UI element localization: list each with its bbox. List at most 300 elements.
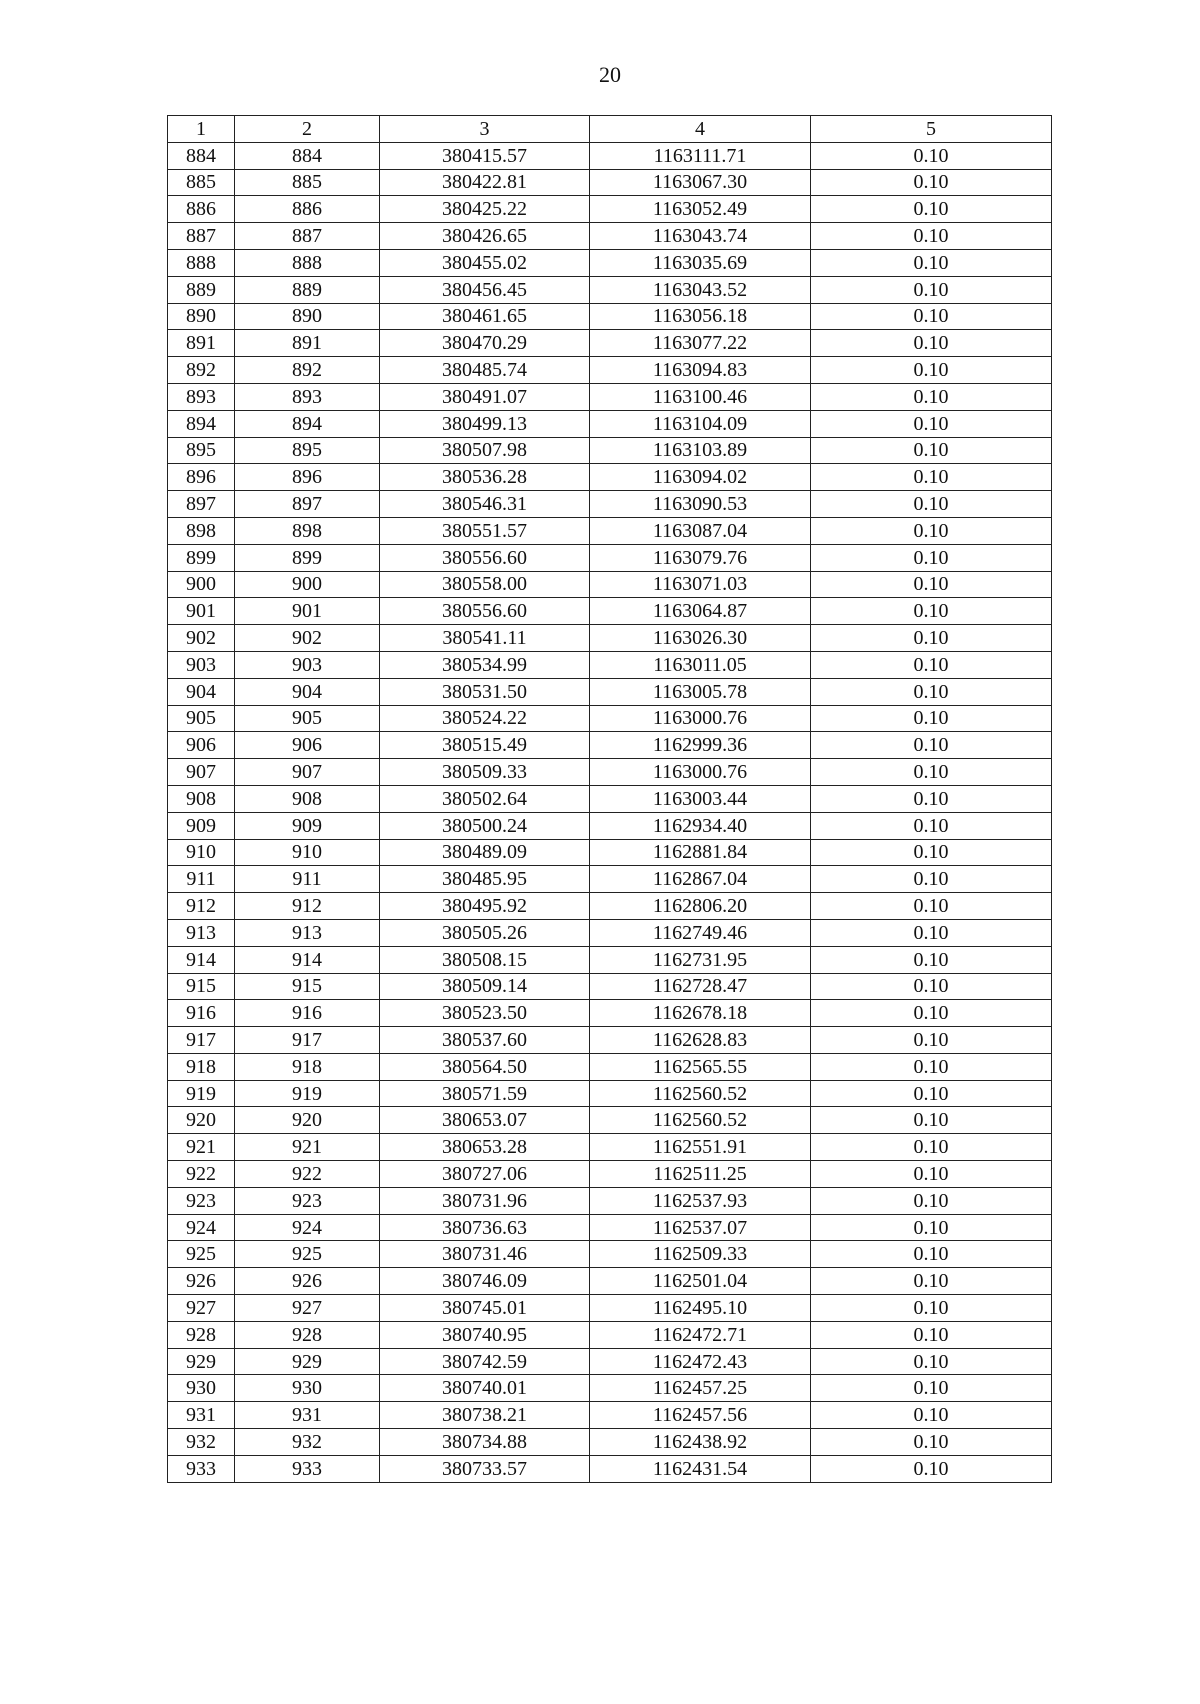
table-cell: 380499.13	[380, 410, 590, 437]
table-cell: 928	[168, 1321, 235, 1348]
table-cell: 1162565.55	[590, 1053, 811, 1080]
table-cell: 925	[168, 1241, 235, 1268]
table-cell: 0.10	[811, 196, 1052, 223]
table-cell: 380426.65	[380, 223, 590, 250]
table-cell: 913	[235, 919, 380, 946]
table-cell: 906	[168, 732, 235, 759]
table-cell: 1162806.20	[590, 893, 811, 920]
table-cell: 1163005.78	[590, 678, 811, 705]
table-row	[168, 544, 1052, 571]
table-cell: 1163100.46	[590, 383, 811, 410]
table-cell: 926	[168, 1268, 235, 1295]
table-cell: 380523.50	[380, 1000, 590, 1027]
table-row	[168, 142, 1052, 169]
table-row	[168, 973, 1052, 1000]
table-cell: 1162560.52	[590, 1080, 811, 1107]
column-header: 4	[590, 116, 811, 143]
table-cell: 1162999.36	[590, 732, 811, 759]
table-cell: 930	[235, 1375, 380, 1402]
table-row	[168, 437, 1052, 464]
table-cell: 919	[235, 1080, 380, 1107]
table-cell: 893	[235, 383, 380, 410]
table-row	[168, 1455, 1052, 1482]
table-cell: 0.10	[811, 276, 1052, 303]
table-body	[168, 142, 1052, 1482]
table-cell: 0.10	[811, 625, 1052, 652]
table-cell: 380470.29	[380, 330, 590, 357]
table-cell: 901	[168, 598, 235, 625]
table-row	[168, 812, 1052, 839]
table-cell: 0.10	[811, 1187, 1052, 1214]
table-cell: 0.10	[811, 544, 1052, 571]
table-cell: 380485.95	[380, 866, 590, 893]
table-cell: 1162934.40	[590, 812, 811, 839]
table-cell: 380502.64	[380, 785, 590, 812]
table-cell: 1163056.18	[590, 303, 811, 330]
table-cell: 1163071.03	[590, 571, 811, 598]
table-cell: 895	[168, 437, 235, 464]
table-row	[168, 866, 1052, 893]
table-cell: 920	[235, 1107, 380, 1134]
table-cell: 920	[168, 1107, 235, 1134]
table-cell: 893	[168, 383, 235, 410]
table-cell: 0.10	[811, 705, 1052, 732]
table-cell: 917	[168, 1027, 235, 1054]
table-cell: 380456.45	[380, 276, 590, 303]
table-cell: 919	[168, 1080, 235, 1107]
table-cell: 0.10	[811, 437, 1052, 464]
column-header: 3	[380, 116, 590, 143]
table-cell: 380534.99	[380, 651, 590, 678]
table-cell: 908	[235, 785, 380, 812]
table-cell: 380551.57	[380, 517, 590, 544]
table-cell: 0.10	[811, 1134, 1052, 1161]
table-cell: 380738.21	[380, 1402, 590, 1429]
table-cell: 1162728.47	[590, 973, 811, 1000]
table-row	[168, 196, 1052, 223]
table-cell: 922	[235, 1161, 380, 1188]
table-cell: 0.10	[811, 1080, 1052, 1107]
table-cell: 915	[235, 973, 380, 1000]
table-cell: 1162867.04	[590, 866, 811, 893]
table-row	[168, 893, 1052, 920]
table-cell: 380509.33	[380, 759, 590, 786]
table-row	[168, 357, 1052, 384]
table-row	[168, 839, 1052, 866]
table-cell: 891	[235, 330, 380, 357]
table-cell: 909	[168, 812, 235, 839]
table-cell: 886	[235, 196, 380, 223]
table-cell: 0.10	[811, 1214, 1052, 1241]
table-row	[168, 1107, 1052, 1134]
table-cell: 1162511.25	[590, 1161, 811, 1188]
table-cell: 0.10	[811, 651, 1052, 678]
table-cell: 888	[168, 249, 235, 276]
table-cell: 0.10	[811, 839, 1052, 866]
table-cell: 380508.15	[380, 946, 590, 973]
table-cell: 0.10	[811, 1295, 1052, 1322]
table-cell: 0.10	[811, 491, 1052, 518]
table-row	[168, 785, 1052, 812]
table-cell: 380740.01	[380, 1375, 590, 1402]
table-cell: 380733.57	[380, 1455, 590, 1482]
table-row	[168, 571, 1052, 598]
table-cell: 380745.01	[380, 1295, 590, 1322]
table-cell: 885	[168, 169, 235, 196]
table-cell: 380546.31	[380, 491, 590, 518]
table-cell: 892	[168, 357, 235, 384]
table-cell: 1163052.49	[590, 196, 811, 223]
table-cell: 886	[168, 196, 235, 223]
table-cell: 0.10	[811, 1161, 1052, 1188]
table-cell: 901	[235, 598, 380, 625]
table-cell: 905	[235, 705, 380, 732]
table-cell: 0.10	[811, 249, 1052, 276]
table-cell: 380731.46	[380, 1241, 590, 1268]
table-cell: 914	[168, 946, 235, 973]
table-cell: 1162537.93	[590, 1187, 811, 1214]
table-cell: 0.10	[811, 812, 1052, 839]
table-cell: 380556.60	[380, 598, 590, 625]
table-cell: 380524.22	[380, 705, 590, 732]
table-cell: 0.10	[811, 946, 1052, 973]
table-cell: 887	[235, 223, 380, 250]
table-cell: 380507.98	[380, 437, 590, 464]
table-cell: 380558.00	[380, 571, 590, 598]
table-cell: 0.10	[811, 893, 1052, 920]
table-cell: 933	[235, 1455, 380, 1482]
table-header-row	[168, 116, 1052, 143]
table-cell: 380746.09	[380, 1268, 590, 1295]
table-cell: 0.10	[811, 169, 1052, 196]
table-cell: 916	[235, 1000, 380, 1027]
table-cell: 921	[168, 1134, 235, 1161]
table-row	[168, 1268, 1052, 1295]
table-cell: 0.10	[811, 571, 1052, 598]
table-row	[168, 1402, 1052, 1429]
table-cell: 0.10	[811, 1027, 1052, 1054]
table-cell: 380422.81	[380, 169, 590, 196]
table-cell: 904	[168, 678, 235, 705]
table-cell: 892	[235, 357, 380, 384]
table-row	[168, 732, 1052, 759]
table-cell: 0.10	[811, 464, 1052, 491]
column-header: 2	[235, 116, 380, 143]
table-cell: 1162678.18	[590, 1000, 811, 1027]
table-cell: 380564.50	[380, 1053, 590, 1080]
table-cell: 900	[235, 571, 380, 598]
table-cell: 1163094.83	[590, 357, 811, 384]
table-cell: 1162628.83	[590, 1027, 811, 1054]
table-cell: 910	[235, 839, 380, 866]
table-cell: 930	[168, 1375, 235, 1402]
table-cell: 890	[235, 303, 380, 330]
table-cell: 380415.57	[380, 142, 590, 169]
table-cell: 1163103.89	[590, 437, 811, 464]
page-number: 20	[599, 62, 621, 87]
table-cell: 380653.28	[380, 1134, 590, 1161]
table-cell: 1163064.87	[590, 598, 811, 625]
table-cell: 380731.96	[380, 1187, 590, 1214]
table-cell: 1163011.05	[590, 651, 811, 678]
table-row	[168, 1295, 1052, 1322]
table-row	[168, 517, 1052, 544]
table-row	[168, 249, 1052, 276]
table-cell: 922	[168, 1161, 235, 1188]
table-cell: 898	[235, 517, 380, 544]
table-cell: 904	[235, 678, 380, 705]
table-cell: 0.10	[811, 1053, 1052, 1080]
table-cell: 932	[168, 1429, 235, 1456]
table-cell: 896	[168, 464, 235, 491]
table-cell: 1163094.02	[590, 464, 811, 491]
table-cell: 0.10	[811, 759, 1052, 786]
table-row	[168, 464, 1052, 491]
table-cell: 888	[235, 249, 380, 276]
table-cell: 1162731.95	[590, 946, 811, 973]
table-cell: 0.10	[811, 1000, 1052, 1027]
table-cell: 380491.07	[380, 383, 590, 410]
table-cell: 1162457.25	[590, 1375, 811, 1402]
table-cell: 380736.63	[380, 1214, 590, 1241]
table-cell: 907	[235, 759, 380, 786]
table-cell: 923	[168, 1187, 235, 1214]
table-cell: 884	[235, 142, 380, 169]
column-header: 5	[811, 116, 1052, 143]
table-cell: 380537.60	[380, 1027, 590, 1054]
table-cell: 1162881.84	[590, 839, 811, 866]
table-cell: 906	[235, 732, 380, 759]
table-cell: 927	[235, 1295, 380, 1322]
table-row	[168, 1080, 1052, 1107]
table-cell: 884	[168, 142, 235, 169]
table-cell: 380727.06	[380, 1161, 590, 1188]
table-row	[168, 1134, 1052, 1161]
table-cell: 916	[168, 1000, 235, 1027]
table-row	[168, 1241, 1052, 1268]
table-cell: 380556.60	[380, 544, 590, 571]
table-row	[168, 169, 1052, 196]
table-cell: 907	[168, 759, 235, 786]
table-cell: 1162431.54	[590, 1455, 811, 1482]
table-row	[168, 1053, 1052, 1080]
table-row	[168, 383, 1052, 410]
table-cell: 911	[168, 866, 235, 893]
table-cell: 380571.59	[380, 1080, 590, 1107]
table-cell: 918	[235, 1053, 380, 1080]
table-cell: 929	[235, 1348, 380, 1375]
table-cell: 913	[168, 919, 235, 946]
table-cell: 910	[168, 839, 235, 866]
table-cell: 380455.02	[380, 249, 590, 276]
table-cell: 1162749.46	[590, 919, 811, 946]
table-cell: 899	[235, 544, 380, 571]
table-cell: 897	[168, 491, 235, 518]
table-row	[168, 678, 1052, 705]
table-cell: 889	[235, 276, 380, 303]
table-cell: 915	[168, 973, 235, 1000]
table-cell: 905	[168, 705, 235, 732]
table-cell: 380742.59	[380, 1348, 590, 1375]
table-cell: 0.10	[811, 973, 1052, 1000]
table-row	[168, 1348, 1052, 1375]
table-cell: 1162438.92	[590, 1429, 811, 1456]
table-cell: 1163079.76	[590, 544, 811, 571]
table-cell: 0.10	[811, 732, 1052, 759]
table-row	[168, 1000, 1052, 1027]
table-cell: 890	[168, 303, 235, 330]
table-cell: 0.10	[811, 1107, 1052, 1134]
table-cell: 894	[168, 410, 235, 437]
table-cell: 1162551.91	[590, 1134, 811, 1161]
table-row	[168, 1375, 1052, 1402]
table-cell: 0.10	[811, 1429, 1052, 1456]
table-row	[168, 1161, 1052, 1188]
table-cell: 923	[235, 1187, 380, 1214]
table-cell: 1162472.71	[590, 1321, 811, 1348]
table-cell: 933	[168, 1455, 235, 1482]
table-row	[168, 625, 1052, 652]
table-cell: 924	[168, 1214, 235, 1241]
table-cell: 0.10	[811, 1348, 1052, 1375]
table-cell: 380536.28	[380, 464, 590, 491]
table-cell: 1162509.33	[590, 1241, 811, 1268]
table-cell: 0.10	[811, 517, 1052, 544]
table-cell: 0.10	[811, 1402, 1052, 1429]
table-cell: 928	[235, 1321, 380, 1348]
table-cell: 0.10	[811, 919, 1052, 946]
table-cell: 911	[235, 866, 380, 893]
table-cell: 889	[168, 276, 235, 303]
table-cell: 380653.07	[380, 1107, 590, 1134]
table-cell: 894	[235, 410, 380, 437]
table-cell: 896	[235, 464, 380, 491]
table-cell: 380495.92	[380, 893, 590, 920]
table-cell: 0.10	[811, 1375, 1052, 1402]
table-row	[168, 946, 1052, 973]
table-cell: 380509.14	[380, 973, 590, 1000]
table-cell: 0.10	[811, 866, 1052, 893]
table-cell: 917	[235, 1027, 380, 1054]
table-cell: 1163077.22	[590, 330, 811, 357]
table-cell: 1163026.30	[590, 625, 811, 652]
table-row	[168, 303, 1052, 330]
table-cell: 895	[235, 437, 380, 464]
table-row	[168, 223, 1052, 250]
table-cell: 0.10	[811, 598, 1052, 625]
table-cell: 380485.74	[380, 357, 590, 384]
table-cell: 1163104.09	[590, 410, 811, 437]
table-cell: 1163043.74	[590, 223, 811, 250]
table-cell: 0.10	[811, 785, 1052, 812]
table-cell: 1162495.10	[590, 1295, 811, 1322]
table-cell: 900	[168, 571, 235, 598]
table-cell: 380531.50	[380, 678, 590, 705]
table-cell: 1163067.30	[590, 169, 811, 196]
table-cell: 0.10	[811, 357, 1052, 384]
table-cell: 1163111.71	[590, 142, 811, 169]
table-row	[168, 759, 1052, 786]
table-cell: 1163090.53	[590, 491, 811, 518]
table-cell: 891	[168, 330, 235, 357]
table-row	[168, 1027, 1052, 1054]
table-cell: 899	[168, 544, 235, 571]
column-header: 1	[168, 116, 235, 143]
table-cell: 932	[235, 1429, 380, 1456]
table-cell: 885	[235, 169, 380, 196]
table-cell: 908	[168, 785, 235, 812]
table-row	[168, 1187, 1052, 1214]
table-cell: 909	[235, 812, 380, 839]
table-row	[168, 1321, 1052, 1348]
table-cell: 380489.09	[380, 839, 590, 866]
table-cell: 380515.49	[380, 732, 590, 759]
table-cell: 1162537.07	[590, 1214, 811, 1241]
table-cell: 1162501.04	[590, 1268, 811, 1295]
table-cell: 903	[168, 651, 235, 678]
table-row	[168, 705, 1052, 732]
table-row	[168, 1429, 1052, 1456]
table-cell: 1163043.52	[590, 276, 811, 303]
table-cell: 380734.88	[380, 1429, 590, 1456]
table-cell: 918	[168, 1053, 235, 1080]
table-cell: 380461.65	[380, 303, 590, 330]
table-cell: 380425.22	[380, 196, 590, 223]
table-cell: 1163000.76	[590, 705, 811, 732]
table-cell: 0.10	[811, 1455, 1052, 1482]
table-cell: 0.10	[811, 410, 1052, 437]
table-cell: 0.10	[811, 1321, 1052, 1348]
table-cell: 0.10	[811, 142, 1052, 169]
table-cell: 1163087.04	[590, 517, 811, 544]
table-cell: 903	[235, 651, 380, 678]
table-cell: 912	[235, 893, 380, 920]
table-cell: 1163035.69	[590, 249, 811, 276]
table-cell: 921	[235, 1134, 380, 1161]
table-row	[168, 276, 1052, 303]
table-cell: 0.10	[811, 303, 1052, 330]
table-cell: 902	[235, 625, 380, 652]
table-row	[168, 919, 1052, 946]
table-cell: 1162457.56	[590, 1402, 811, 1429]
table-cell: 380500.24	[380, 812, 590, 839]
table-cell: 0.10	[811, 330, 1052, 357]
table-cell: 887	[168, 223, 235, 250]
table-row	[168, 651, 1052, 678]
table-cell: 924	[235, 1214, 380, 1241]
table-row	[168, 410, 1052, 437]
table-cell: 926	[235, 1268, 380, 1295]
table-cell: 1163000.76	[590, 759, 811, 786]
table-cell: 927	[168, 1295, 235, 1322]
table-cell: 380740.95	[380, 1321, 590, 1348]
coordinates-table	[167, 115, 1052, 1483]
table-cell: 380541.11	[380, 625, 590, 652]
table-cell: 931	[168, 1402, 235, 1429]
table-cell: 380505.26	[380, 919, 590, 946]
table-row	[168, 598, 1052, 625]
table-cell: 1163003.44	[590, 785, 811, 812]
table-cell: 0.10	[811, 1241, 1052, 1268]
table-cell: 0.10	[811, 678, 1052, 705]
table-cell: 898	[168, 517, 235, 544]
table-cell: 897	[235, 491, 380, 518]
table-cell: 902	[168, 625, 235, 652]
table-row	[168, 1214, 1052, 1241]
table-cell: 0.10	[811, 383, 1052, 410]
table-cell: 929	[168, 1348, 235, 1375]
table-row	[168, 491, 1052, 518]
